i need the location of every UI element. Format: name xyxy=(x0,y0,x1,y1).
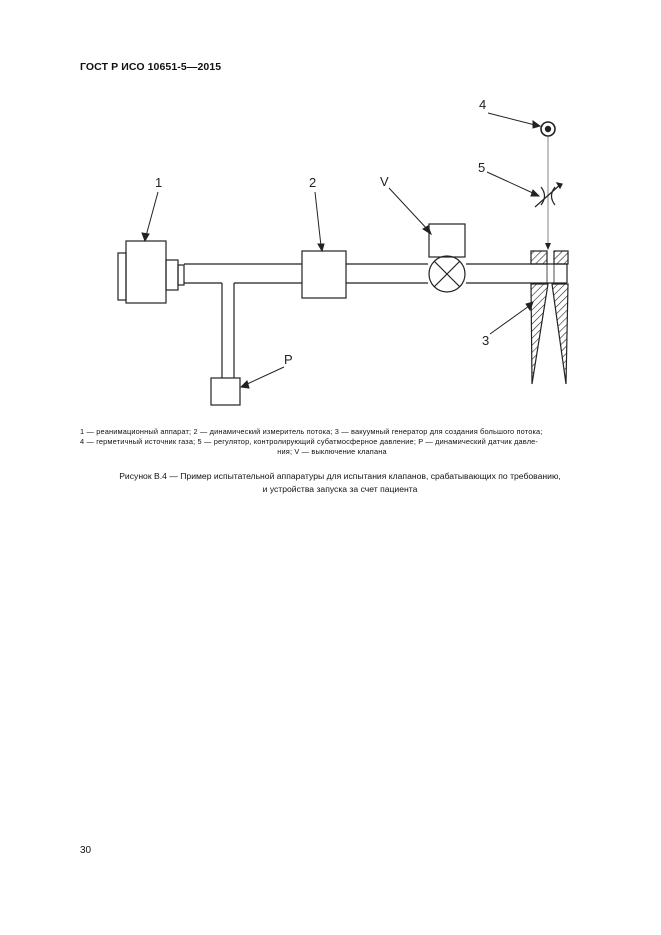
label-p: P xyxy=(284,352,293,367)
figure-caption xyxy=(60,470,620,496)
legend-line-2: 4 — герметичный источник газа; 5 — регулятор, контролирующий субатмосферное давление; P — динамический датчик давле- xyxy=(80,437,539,446)
label-v: V xyxy=(380,174,389,189)
valve xyxy=(429,224,465,292)
figure-legend xyxy=(80,427,584,457)
gas-source xyxy=(541,122,555,250)
legend-line-1: 1 — реанимационный аппарат; 2 — динамический измеритель потока; 3 — вакуумный генератор для создания большого потока; xyxy=(80,427,543,436)
main-pipe xyxy=(184,264,567,283)
document-header: ГОСТ Р ИСО 10651-5—2015 xyxy=(80,61,222,73)
vacuum-generator xyxy=(531,251,568,384)
label-5: 5 xyxy=(478,160,486,175)
label-3: 3 xyxy=(482,333,490,348)
pressure-sensor xyxy=(211,378,240,405)
label-2: 2 xyxy=(309,175,317,190)
branch-pipe xyxy=(222,283,234,378)
resuscitator-device xyxy=(118,241,184,303)
caption-line-1: Рисунок В.4 — Пример испытательной аппаратуры для испытания клапанов, срабатывающих по требованию, xyxy=(119,471,561,481)
test-apparatus-diagram xyxy=(0,0,661,420)
label-4: 4 xyxy=(479,97,487,112)
label-1: 1 xyxy=(155,175,163,190)
legend-line-3: ния; V — выключение клапана xyxy=(277,447,387,456)
flow-meter xyxy=(302,251,346,298)
caption-line-2: и устройства запуска за счет пациента xyxy=(262,484,418,494)
pressure-regulator xyxy=(535,183,562,207)
page-number: 30 xyxy=(80,845,92,856)
